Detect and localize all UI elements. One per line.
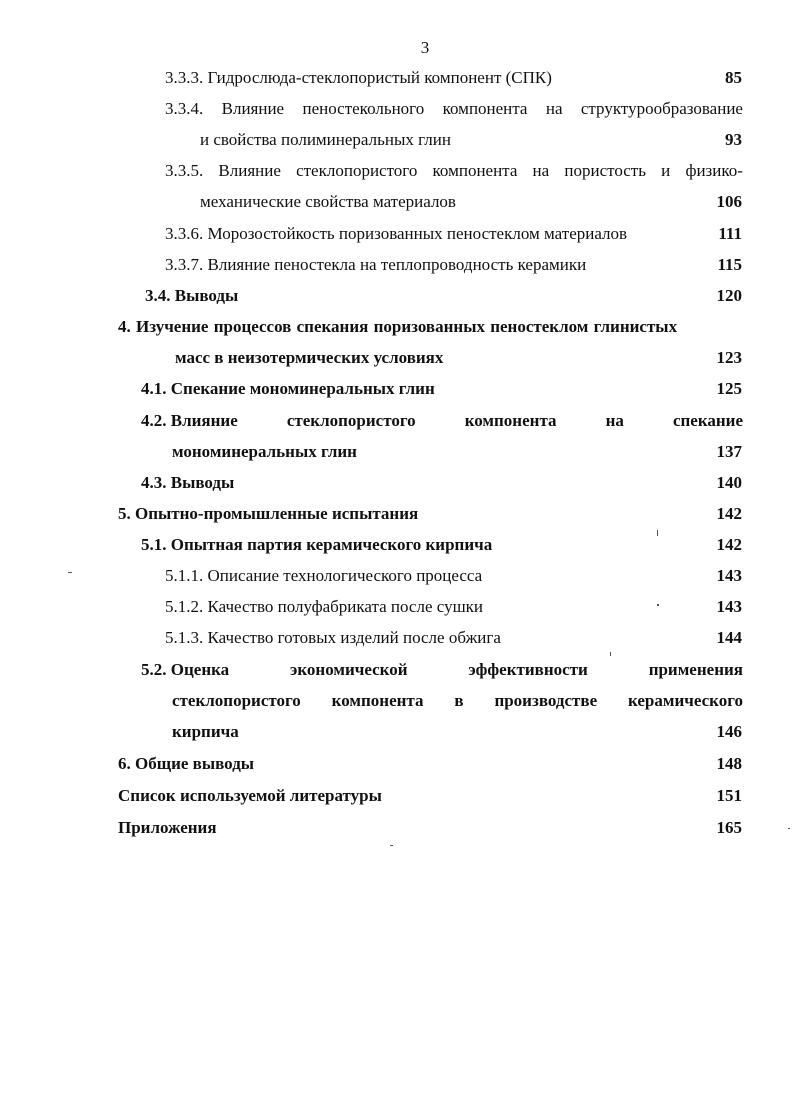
toc-page-5: 142 — [716, 504, 742, 523]
toc-page-5-1-1: 143 — [716, 566, 742, 585]
toc-entry-3-3-4-line2: и свойства полиминеральных глин — [200, 130, 451, 149]
toc-entry-4-2-line2: мономинеральных глин — [172, 442, 357, 461]
word: применения — [648, 660, 743, 679]
toc-entry-5-1-3: 5.1.3. Качество готовых изделий после обжига — [165, 628, 501, 647]
word: компонента — [432, 161, 518, 180]
toc-page-4-2: 137 — [716, 442, 742, 461]
toc-entry-4-1: 4.1. Спекание мономинеральных глин — [141, 379, 435, 398]
word: Влияние — [218, 161, 281, 180]
toc-page-4: 123 — [716, 348, 742, 367]
word: Влияние — [221, 99, 285, 118]
toc-entry-3-3-4-line1 — [165, 98, 743, 120]
word: стеклопористого — [296, 161, 418, 180]
toc-page-4-3: 140 — [716, 473, 742, 492]
scan-speck — [657, 530, 658, 536]
word: на — [532, 161, 550, 180]
toc-page-3-3-6: 111 — [718, 224, 742, 243]
toc-entry-5-2-line2 — [172, 690, 743, 712]
word: 3.3.5. — [165, 161, 204, 180]
word: керамического — [628, 691, 743, 710]
toc-entry-3-3-5-line1 — [165, 160, 743, 182]
toc-entry-6: 6. Общие выводы — [118, 754, 255, 773]
scan-speck — [657, 604, 659, 606]
toc-entry-3-3-6: 3.3.6. Морозостойкость поризованных пеностеклом материалов — [165, 224, 628, 243]
scan-speck — [788, 828, 790, 829]
word: на — [545, 99, 563, 118]
toc-entry-4-line1: 4. Изучение процессов спекания поризованных пеностеклом глинистых — [118, 317, 678, 336]
toc-page-3-3-5: 106 — [716, 192, 742, 211]
word: эффективности — [468, 660, 588, 679]
toc-page-appendices: 165 — [716, 818, 742, 837]
word: 3.3.4. — [165, 99, 204, 118]
toc-entry-references: Список используемой литературы — [118, 786, 382, 805]
word: стеклопористого — [286, 411, 416, 430]
toc-page-3-3-3: 85 — [725, 68, 742, 87]
word: и — [661, 161, 671, 180]
toc-page-5-1-3: 144 — [716, 628, 742, 647]
scan-speck — [390, 845, 393, 846]
word: структурообразование — [580, 99, 743, 118]
toc-entry-5: 5. Опытно-промышленные испытания — [118, 504, 419, 523]
toc-page-3-3-4: 93 — [725, 130, 742, 149]
toc-page-3-3-7: 115 — [717, 255, 742, 274]
scan-speck — [610, 652, 611, 656]
toc-entry-3-3-5-line2: механические свойства материалов — [200, 192, 456, 211]
toc-page-5-2: 146 — [716, 722, 742, 741]
word: компонента — [442, 99, 528, 118]
toc-entry-5-2-line3: кирпича — [172, 722, 239, 741]
word: 4.2. Влияние — [141, 411, 238, 430]
toc-entry-4-2-line1 — [141, 410, 743, 432]
toc-entry-4-line2: масс в неизотермических условиях — [175, 348, 444, 367]
toc-entry-5-2-line1 — [141, 659, 743, 681]
toc-page-6: 148 — [716, 754, 742, 773]
word: физико- — [685, 161, 743, 180]
toc-entry-5-1-1: 5.1.1. Описание технологического процесса — [165, 566, 483, 585]
toc-entry-5-1-2: 5.1.2. Качество полуфабриката после сушки — [165, 597, 484, 616]
toc-page-5-1: 142 — [716, 535, 742, 554]
toc-page-3-4: 120 — [716, 286, 742, 305]
word: 5.2. Оценка — [141, 660, 230, 679]
toc-entry-5-1: 5.1. Опытная партия керамического кирпича — [141, 535, 493, 554]
toc-page-4-1: 125 — [716, 379, 742, 398]
word: на — [605, 411, 624, 430]
word: пористость — [564, 161, 646, 180]
word: в — [454, 691, 464, 710]
word: стеклопористого — [172, 691, 301, 710]
toc-entry-3-4: 3.4. Выводы — [145, 286, 239, 305]
word: компонента — [464, 411, 557, 430]
word: пеностекольного — [302, 99, 425, 118]
toc-page-references: 151 — [716, 786, 742, 805]
toc-page-5-1-2: 143 — [716, 597, 742, 616]
word: экономической — [290, 660, 408, 679]
scan-speck — [68, 572, 72, 573]
word: компонента — [331, 691, 424, 710]
word: производстве — [494, 691, 598, 710]
word: спекание — [672, 411, 743, 430]
toc-entry-3-3-3: 3.3.3. Гидрослюда-стеклопористый компонент (СПК) — [165, 68, 552, 87]
toc-entry-3-3-7: 3.3.7. Влияние пеностекла на теплопроводность керамики — [165, 255, 587, 274]
toc-entry-appendices: Приложения — [118, 818, 217, 837]
toc-entry-4-3: 4.3. Выводы — [141, 473, 235, 492]
page-number: 3 — [420, 38, 430, 57]
